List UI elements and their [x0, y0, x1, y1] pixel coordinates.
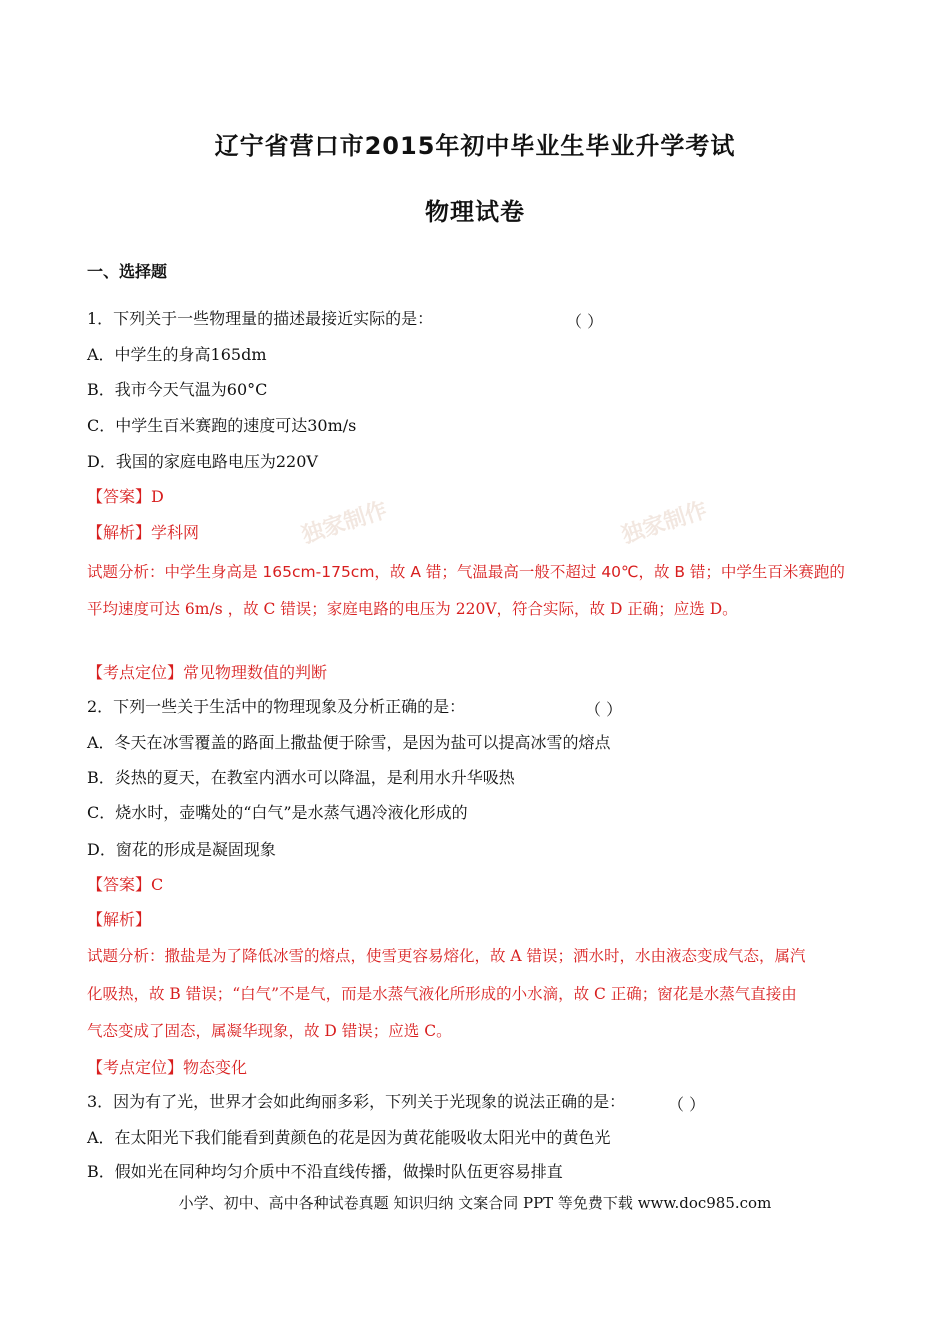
answer-value: D	[151, 487, 164, 506]
q2-answer	[87, 875, 163, 895]
kp-value: 物态变化	[183, 1058, 248, 1077]
kp-tag: 【考点定位】	[87, 663, 184, 682]
watermark: 独家制作	[618, 497, 711, 549]
exam-subtitle: 物理试卷	[425, 198, 525, 226]
page-footer: 小学、初中、高中各种试卷真题 知识归纳 文案合同 PPT 等免费下载 www.doc985.com	[178, 1194, 772, 1212]
q1-knowledge-point	[87, 663, 327, 683]
q3-stem: 3．因为有了光，世界才会如此绚丽多彩，下列关于光现象的说法正确的是：	[87, 1092, 626, 1111]
answer-value: C	[151, 875, 164, 894]
q3-option-b: B．假如光在同种均匀介质中不沿直线传播，做操时队伍更容易排直	[87, 1162, 563, 1181]
q1-explain-line1: 试题分析：中学生身高是 165cm-175cm，故 A 错；气温最高一般不超过 40℃，故 B 错；中学生百米赛跑的	[87, 563, 845, 581]
q2-option-a: A．冬天在冰雪覆盖的路面上撒盐便于除雪，是因为盐可以提高冰雪的熔点	[87, 733, 611, 752]
q2-option-d: D．窗花的形成是凝固现象	[87, 840, 276, 859]
q3-option-a: A．在太阳光下我们能看到黄颜色的花是因为黄花能吸收太阳光中的黄色光	[87, 1128, 611, 1147]
analysis-extra: 学科网	[151, 523, 200, 542]
answer-tag: 【答案】	[87, 875, 152, 894]
analysis-tag: 【解析】	[87, 910, 152, 929]
q1-answer	[87, 487, 164, 507]
q2-answer-paren: （ ）	[585, 700, 623, 719]
section-heading: 一、选择题	[87, 262, 168, 281]
q1-option-b: B．我市今天气温为60°C	[87, 380, 268, 399]
q1-option-c: C．中学生百米赛跑的速度可达30m/s	[87, 416, 357, 435]
kp-tag: 【考点定位】	[87, 1058, 184, 1077]
q2-option-c: C．烧水时，壶嘴处的“白气”是水蒸气遇冷液化形成的	[87, 803, 468, 822]
q2-explain-line2: 化吸热，故 B 错误；“白气”不是气，而是水蒸气液化所形成的小水滴，故 C 正确；窗花是水蒸气直接由	[87, 985, 797, 1003]
kp-value: 常见物理数值的判断	[183, 663, 328, 682]
q1-stem: 1．下列关于一些物理量的描述最接近实际的是：	[87, 309, 434, 328]
answer-tag: 【答案】	[87, 487, 152, 506]
analysis-tag: 【解析】	[87, 523, 152, 542]
q2-knowledge-point	[87, 1058, 247, 1078]
q2-explain-line1: 试题分析：撒盐是为了降低冰雪的熔点，使雪更容易熔化，故 A 错误；洒水时，水由液态变成气态，属汽	[87, 947, 806, 965]
q2-analysis	[87, 910, 151, 930]
watermark: 独家制作	[298, 497, 391, 549]
q2-option-b: B．炎热的夏天，在教室内洒水可以降温，是利用水升华吸热	[87, 768, 515, 787]
q3-answer-paren: （ ）	[668, 1095, 706, 1114]
q1-option-a: A．中学生的身高165dm	[87, 345, 267, 364]
q1-analysis	[87, 523, 199, 543]
q2-stem: 2．下列一些关于生活中的物理现象及分析正确的是：	[87, 697, 466, 716]
exam-title: 辽宁省营口市2015年初中毕业生毕业升学考试	[214, 132, 736, 160]
q1-option-d: D．我国的家庭电路电压为220V	[87, 452, 318, 471]
q1-explain-line2: 平均速度可达 6m/s ，故 C 错误；家庭电路的电压为 220V，符合实际，故 D 正确；应选 D。	[87, 600, 738, 618]
q1-answer-paren: （ ）	[566, 312, 604, 331]
q2-explain-line3: 气态变成了固态，属凝华现象，故 D 错误；应选 C。	[87, 1022, 452, 1040]
